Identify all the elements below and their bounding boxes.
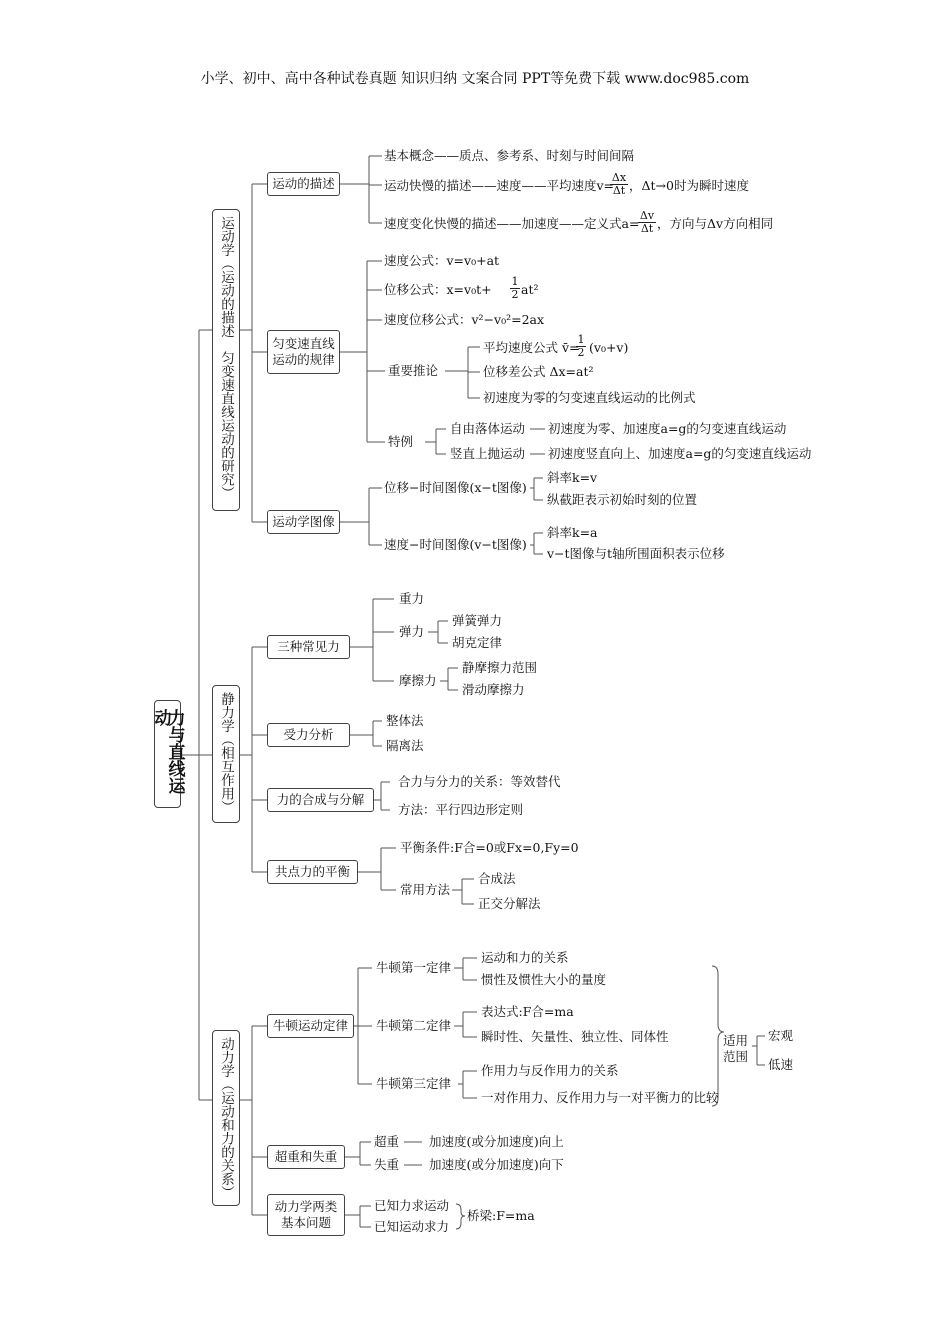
sliding-friction-text: 滑动摩擦力 — [462, 682, 525, 697]
accel-text: 速度变化快慢的描述——加速度——定义式a= — [384, 216, 640, 231]
site-header: 小学、初中、高中各种试卷真题 知识归纳 文案合同 PPT等免费下载 www.doc985.com — [200, 71, 750, 87]
two-types-line2: 基本问题 — [280, 1215, 331, 1230]
newton-first-b: 惯性及惯性大小的量度 — [481, 972, 607, 987]
vt-slope: 斜率k=a — [547, 525, 598, 540]
accel-fraction-num: Δv — [639, 209, 655, 222]
avg-speed-formula-post: (v₀+v) — [589, 340, 629, 355]
bridge-text: 桥梁:F=ma — [467, 1208, 535, 1223]
xt-graph-label: 位移−时间图像(x−t图像) — [384, 480, 527, 495]
equilibrium-condition-text: 平衡条件:F合=0或Fx=0,Fy=0 — [400, 840, 579, 855]
vertical-throw-desc: 初速度竖直向上、加速度a=g的匀变速直线运动 — [548, 446, 812, 461]
kinematics-graphs-node: 运动学图像 — [267, 510, 340, 534]
gravity-text: 重力 — [399, 591, 425, 606]
spring-force-text: 弹簧弹力 — [452, 613, 503, 628]
two-problem-types-node — [267, 1194, 345, 1236]
force-analysis-node: 受力分析 — [267, 723, 350, 747]
xt-slope: 斜率k=v — [547, 470, 598, 485]
static-friction-range-text: 静摩擦力范围 — [462, 660, 538, 675]
avg-speed-formula: 平均速度公式 v̄= — [483, 340, 580, 355]
kinematics-node — [212, 209, 240, 511]
xt-intercept: 纵截距表示初始时刻的位置 — [547, 492, 698, 507]
speed-text: 运动快慢的描述——速度——平均速度v= — [384, 178, 615, 193]
newton-first-label: 牛顿第一定律 — [376, 960, 452, 975]
laws-label-line1: 匀变速直线 — [272, 336, 335, 351]
dynamics-label: 动力学（运动和力的关系） — [218, 1037, 234, 1199]
resultant-relation-text: 合力与分力的关系：等效替代 — [398, 774, 561, 789]
uniform-accel-laws-node — [267, 330, 340, 374]
weightless-desc: 加速度(或分加速度)向下 — [429, 1157, 564, 1172]
newton-third-label: 牛顿第三定律 — [376, 1076, 452, 1091]
avg-speed-fraction — [576, 334, 586, 359]
overweight-label: 超重 — [374, 1134, 400, 1149]
statics-label: 静力学（相互作用） — [218, 692, 234, 814]
synthesis-method-text: 合成法 — [478, 871, 516, 886]
orthogonal-method-text: 正交分解法 — [478, 896, 541, 911]
overweight-desc: 加速度(或分加速度)向上 — [429, 1134, 564, 1149]
avg-speed-fraction-den: 2 — [577, 346, 585, 359]
newton-laws-node: 牛顿运动定律 — [267, 1014, 354, 1038]
elastic-force-text: 弹力 — [399, 624, 425, 639]
accel-fraction-den: Δt — [640, 222, 654, 235]
root-label: 力与直线运动 — [150, 709, 185, 794]
force-to-motion-text: 已知力求运动 — [374, 1198, 450, 1213]
speed-fraction — [610, 172, 628, 197]
common-methods-text: 常用方法 — [400, 882, 451, 897]
basic-concepts-text: 基本概念——质点、参考系、时刻与时间间隔 — [384, 148, 635, 163]
statics-node — [212, 685, 240, 823]
accel-text-post: ，方向与Δv方向相同 — [657, 216, 774, 231]
inference-label: 重要推论 — [388, 363, 439, 378]
speed-text-post: ，Δt→0时为瞬时速度 — [629, 178, 749, 193]
three-forces-node: 三种常见力 — [267, 635, 350, 659]
vertical-throw-label: 竖直上抛运动 — [450, 446, 526, 461]
newton-third-b: 一对作用力、反作用力与一对平衡力的比较 — [481, 1090, 719, 1105]
newton-second-label: 牛顿第二定律 — [376, 1018, 452, 1033]
displacement-fraction — [510, 276, 520, 301]
ratio-formula: 初速度为零的匀变速直线运动的比例式 — [483, 390, 696, 405]
isolation-method-text: 隔离法 — [386, 738, 424, 753]
displacement-fraction-den: 2 — [511, 288, 519, 301]
vt-area: v−t图像与t轴所围面积表示位移 — [547, 546, 725, 561]
free-fall-label: 自由落体运动 — [450, 421, 526, 436]
velocity-displacement-formula: 速度位移公式：v²−v₀²=2ax — [384, 312, 545, 327]
motion-description-node: 运动的描述 — [267, 172, 340, 196]
newton-first-a: 运动和力的关系 — [481, 950, 569, 965]
free-fall-desc: 初速度为零、加速度a=g的匀变速直线运动 — [548, 421, 787, 436]
composition-node: 力的合成与分解 — [267, 788, 374, 812]
vt-graph-label: 速度−时间图像(v−t图像) — [384, 537, 527, 552]
friction-text: 摩擦力 — [399, 673, 437, 688]
displacement-formula-post: at² — [521, 282, 539, 297]
special-case-label: 特例 — [388, 434, 414, 449]
parallelogram-text: 方法：平行四边形定则 — [398, 802, 524, 817]
motion-to-force-text: 已知运动求力 — [374, 1219, 450, 1234]
macro-text: 宏观 — [768, 1028, 794, 1043]
weight-node: 超重和失重 — [267, 1145, 345, 1169]
velocity-formula: 速度公式：v=v₀+at — [384, 253, 500, 268]
scope-label-line1: 适用 — [723, 1033, 749, 1048]
newton-second-b: 瞬时性、矢量性、独立性、同体性 — [481, 1029, 669, 1044]
speed-fraction-num: Δx — [611, 171, 627, 184]
two-types-line1: 动力学两类 — [274, 1199, 338, 1214]
weightless-label: 失重 — [374, 1157, 400, 1172]
avg-speed-fraction-num: 1 — [577, 333, 585, 346]
displacement-formula: 位移公式：x=v₀t+ — [384, 282, 492, 297]
newton-third-a: 作用力与反作用力的关系 — [481, 1063, 619, 1078]
whole-method-text: 整体法 — [386, 713, 424, 728]
accel-fraction — [638, 210, 656, 235]
scope-label — [723, 1033, 748, 1065]
kinematics-label: 运动学（运动的描述 匀变速直线运动的研究） — [218, 216, 234, 500]
laws-label-line2: 运动的规律 — [272, 352, 335, 367]
displacement-fraction-num: 1 — [511, 275, 519, 288]
root-node — [150, 700, 185, 808]
hooke-law-text: 胡克定律 — [452, 635, 503, 650]
speed-fraction-den: Δt — [612, 184, 626, 197]
newton-second-a: 表达式:F合=ma — [481, 1004, 574, 1019]
low-speed-text: 低速 — [768, 1057, 794, 1072]
equilibrium-node: 共点力的平衡 — [267, 860, 358, 884]
scope-label-line2: 范围 — [723, 1049, 749, 1064]
displacement-diff-formula: 位移差公式 Δx=at² — [483, 364, 594, 379]
dynamics-node — [212, 1030, 240, 1206]
